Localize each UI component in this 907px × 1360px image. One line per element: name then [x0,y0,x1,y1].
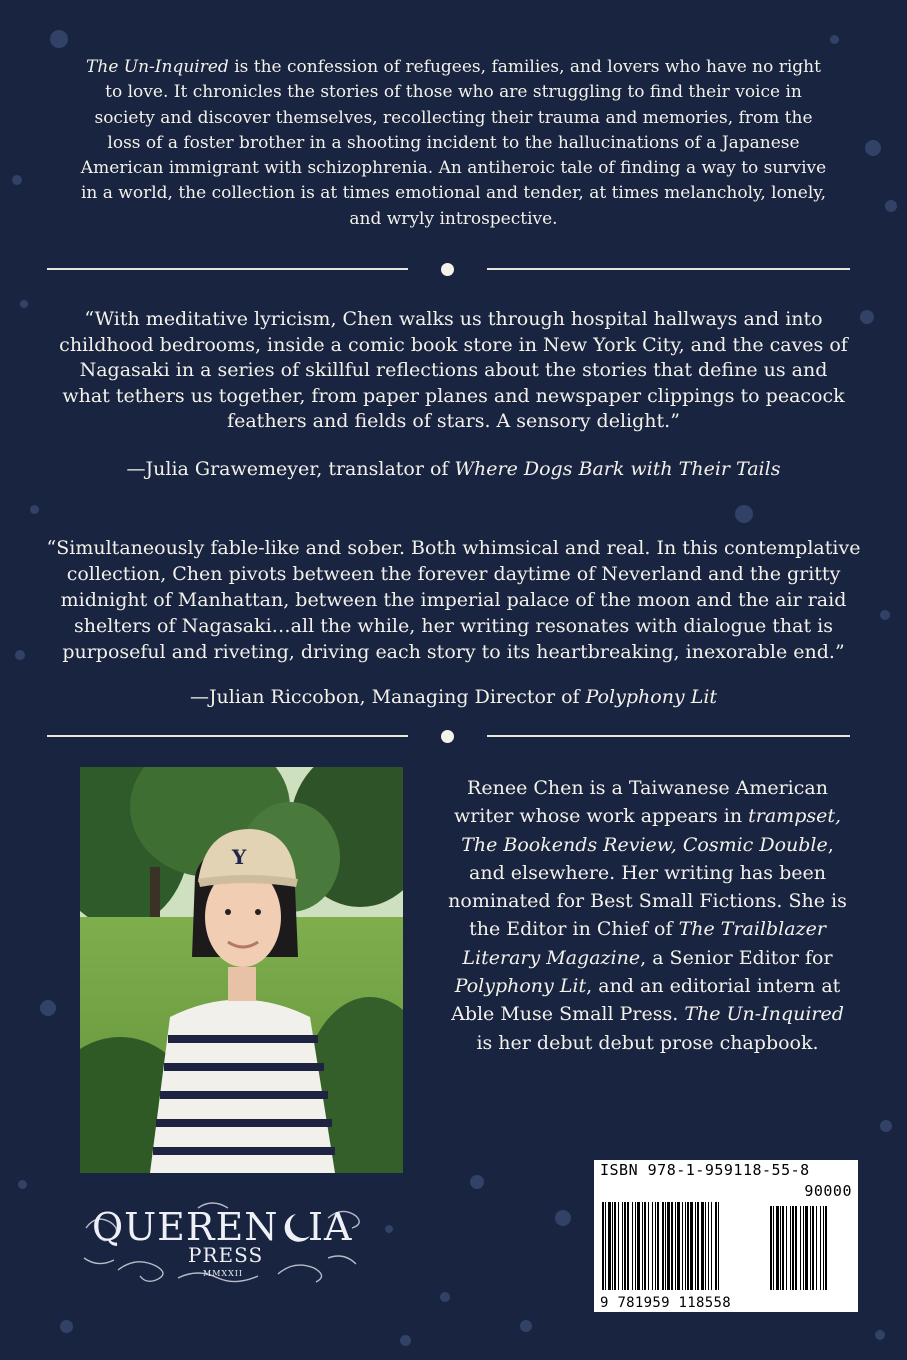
divider-line-left [47,735,408,737]
blurb-quote-1: “With meditative lyricism, Chen walks us through hospital hallways and into childhood bedrooms, inside a comic book store in New York City, and the caves of Nagasaki in a series of skillful reflections about the stories that define us and what tethers us together, from paper planes and newspaper clippings to peacock feathers and fields of stars. A sensory delight.” [59,308,848,432]
svg-text:IA: IA [308,1205,353,1249]
isbn-label: ISBN 978-1-959118-55-8 [600,1161,810,1179]
divider-line-right [487,268,850,270]
book-title: The Un-Inquired [86,57,229,77]
book-description [80,55,827,232]
description-text: is the confession of refugees, families, and lovers who have no right to love. It chronicles the stories of those who are struggling to find their voice in society and discover themselves, recollecting their trauma and memories, from the loss of a foster brother in a shooting incident to the hallucinations of a Japanese American immigrant with schizophrenia. An antiheroic tale of finding a way to survive in a world, the collection is at times emotional and tender, at times melancholy, lonely, and wryly introspective. [80,57,827,229]
svg-text:Y: Y [232,845,247,869]
isbn-barcode [594,1160,858,1312]
blurb-work-1: Where Dogs Bark with Their Tails [454,458,781,480]
divider-dot [441,263,454,276]
publisher-year: MMXXII [203,1269,244,1278]
blurb-attribution-2: —Julian Riccobon, Managing Director of Polyphony Lit [189,686,718,708]
blurb-quote-2: “Simultaneously fable-like and sober. Both whimsical and real. In this contemplative collection, Chen pivots between the forever daytime of Neverland and the gritty midnight of Manhattan, between the imperial palace of the moon and the air raid shelters of Nagasaki…all the while, her writing resonates with dialogue that is purposeful and riveting, driving each story to its heartbreaking, inexorable end.” [46,537,861,663]
bio-magazine: The Trailblazer Literary Magazine [462,918,826,969]
price-code: 90000 [804,1182,852,1200]
author-bio: Renee Chen is a Taiwanese American writer whose work appears in trampset, The Bookends Review, Cosmic Double, and elsewhere. Her writing has been nominated for Best Small Fictions. She is the Editor in Chief of The Trailblazer Literary Magazine, a Senior Editor for Polyphony Lit, and an editorial intern at Able Muse Small Press. The Un-Inquired is her debut debut prose chapbook. [448,777,847,1054]
barcode-bars [600,1180,852,1294]
bio-polyphony: Polyphony Lit [454,975,587,998]
publisher-name: QUEREN [92,1205,279,1249]
publisher-press: PRESS [188,1243,264,1267]
divider-line-left [47,268,408,270]
bio-journals: trampset, The Bookends Review, Cosmic Double [461,805,842,856]
publisher-logo [78,1188,368,1288]
crescent-moon-icon [285,1214,310,1242]
author-photo [80,767,403,1173]
divider-line-right [487,735,850,737]
divider-dot [441,730,454,743]
blurb-work-2: Polyphony Lit [585,686,718,708]
bio-book-title: The Un-Inquired [684,1003,844,1026]
barcode-digits: 9 781959 118558 [600,1295,731,1311]
blurb-attribution-1: —Julia Grawemeyer, translator of Where Dogs Bark with Their Tails [126,458,781,480]
